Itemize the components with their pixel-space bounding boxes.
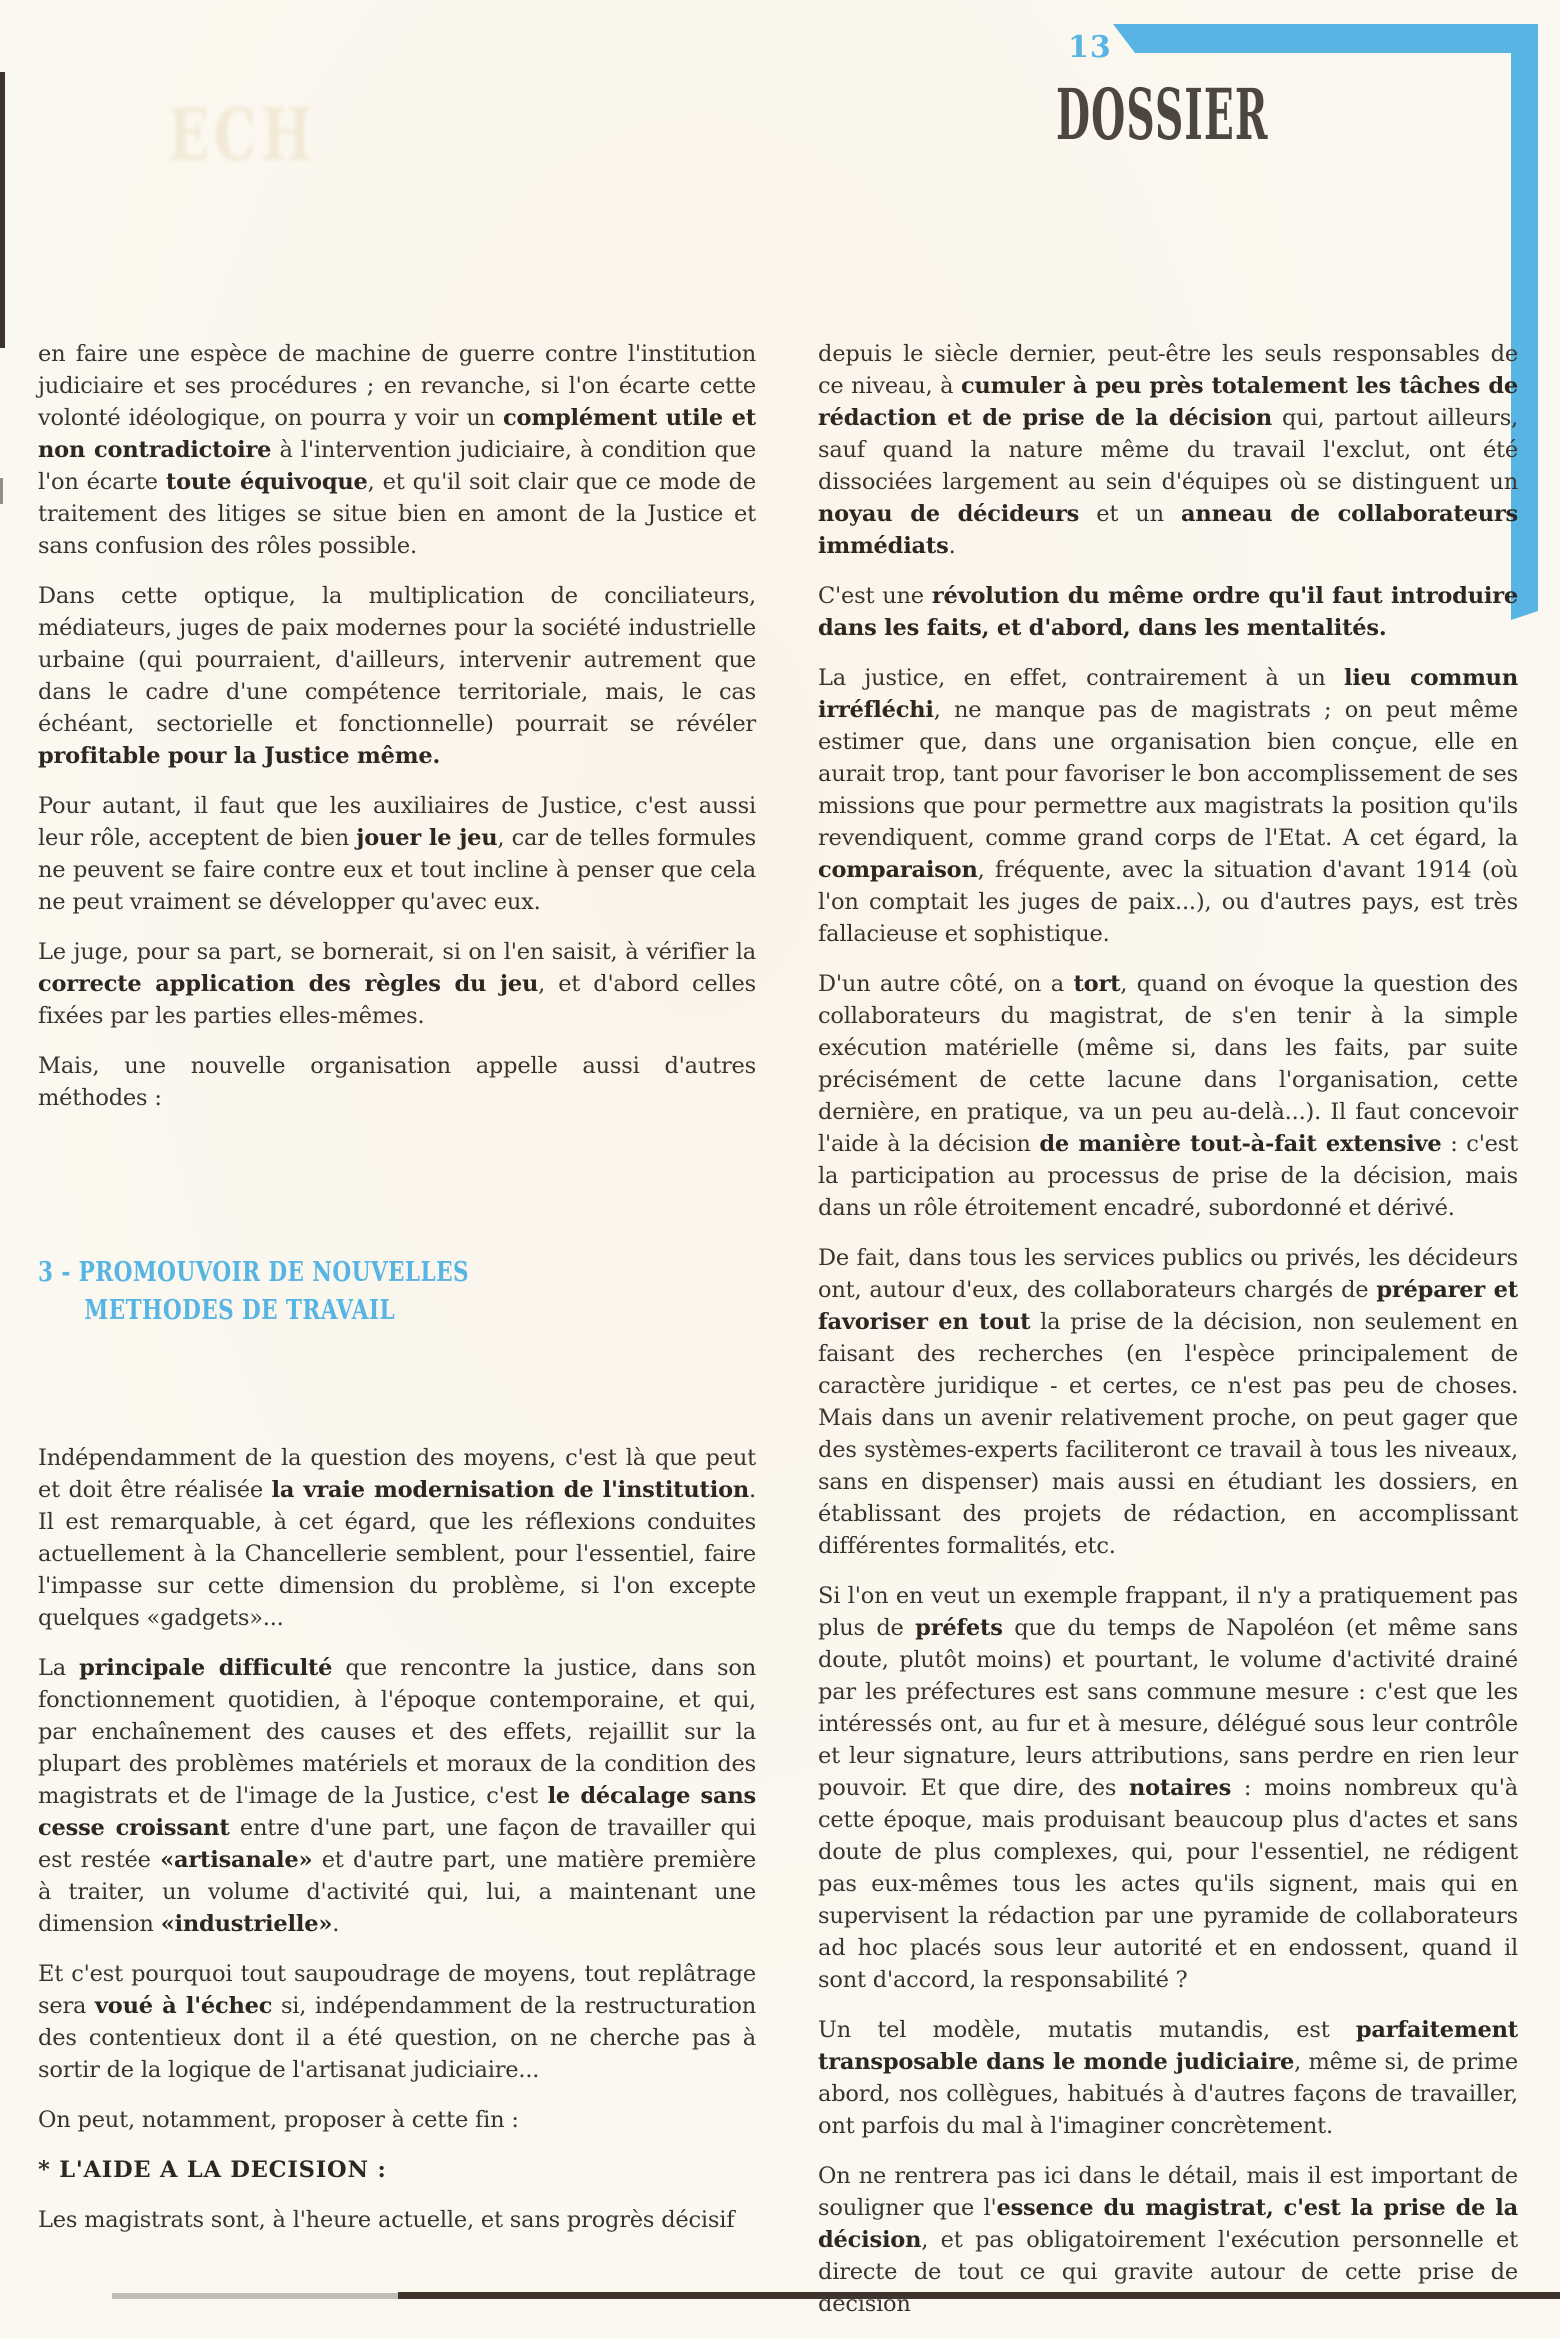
paragraph: en faire une espèce de machine de guerre contre l'institution judiciaire et ses procédures ; en revanche, si l'on écarte cette volonté idéologique, on pourra y voir un complément utile et non contradictoire à l'intervention judiciaire, à condition que l'on écarte toute équivoque, et qu'il soit clair que ce mode de traitement des litiges se situe bien en amont de la Justice et sans confusion des rôles possible. — [38, 341, 757, 559]
right-column — [818, 338, 1518, 2338]
paragraph: La justice, en effet, contrairement à un lieu commun irréfléchi, ne manque pas de magistrats ; on peut même estimer que, dans une organisation bien conçue, elle en aurait trop, tant pour favoriser le bon accomplissement de ses missions que pour permettre aux magistrats la position qu'ils revendiquent, comme grand corps de l'Etat. A cet égard, la comparaison, fréquente, avec la situation d'avant 1914 (où l'on comptait les juges de paix...), ou d'autres pays, est très fallacieuse et sophistique. — [818, 665, 1518, 947]
paragraph: Indépendamment de la question des moyens, c'est là que peut et doit être réalisée la vraie modernisation de l'institution. Il est remarquable, à cet égard, que les réflexions conduites actuellement à la Chancellerie semblent, pour l'essentiel, faire l'impasse sur cette dimension du problème, si l'on excepte quelques «gadgets»... — [38, 1445, 756, 1631]
scan-edge-left-mark-small — [0, 478, 3, 504]
section-heading-line2: METHODES DE TRAVAIL — [84, 1295, 396, 1326]
paragraph: Le juge, pour sa part, se bornerait, si on l'en saisit, à vérifier la correcte application des règles du jeu, et d'abord celles fixées par les parties elles-mêmes. — [38, 939, 757, 1029]
page-number: 13 — [1068, 30, 1112, 65]
section-title: DOSSIER — [1056, 73, 1269, 156]
paragraph: Dans cette optique, la multiplication de conciliateurs, médiateurs, juges de paix modernes pour la société industrielle urbaine (qui pourraient, d'ailleurs, intervenir autrement que dans le cadre d'une compétence territoriale, mais, le cas échéant, sectorielle et fonctionnelle) pourrait se révéler profitable pour la Justice même. — [38, 583, 756, 769]
paragraph: Pour autant, il faut que les auxiliaires de Justice, c'est aussi leur rôle, acceptent de bien jouer le jeu, car de telles formules ne peuvent se faire contre eux et tout incline à penser que cela ne peut vraiment se développer qu'avec eux. — [38, 793, 756, 915]
left-column-bottom-paragraphs — [38, 1442, 756, 2236]
paragraph: Si l'on en veut un exemple frappant, il n'y a pratiquement pas plus de préfets que du temps de Napoléon (et même sans doute, plutôt moins) et pourtant, le volume d'activité drainé par les préfectures est sans commune mesure : c'est que les intéressés ont, au fur et à mesure, délégué sous leur contrôle et leur signature, leurs attributions, sans perdre en rien leur pouvoir. Et que dire, des notaires : moins nombreux qu'à cette époque, mais produisant beaucoup plus d'actes et sans doute de plus complexes, qui, pour l'essentiel, ne rédigent pas eux-mêmes tous les actes qu'ils signent, mais qui en supervisent la rédaction par une pyramide de collaborateurs ad hoc placés sous leur autorité et en endossent, quand il sont d'accord, la responsabilité ? — [818, 1583, 1518, 1993]
left-column-top-paragraphs — [38, 338, 756, 1114]
corner-bracket-horizontal-bar — [1113, 24, 1538, 53]
paragraph: On ne rentrera pas ici dans le détail, mais il est important de souligner que l'essence du magistrat, c'est la prise de la décision, et pas obligatoirement l'exécution personnelle et directe de tout ce qui gravite autour de cette prise de décision — [818, 2163, 1518, 2317]
section-heading — [38, 1254, 612, 1330]
paragraph: On peut, notamment, proposer à cette fin : — [38, 2107, 519, 2133]
paragraph: Un tel modèle, mutatis mutandis, est parfaitement transposable dans le monde judiciaire, même si, de prime abord, nos collègues, habitués à d'autres façons de travailler, ont parfois du mal à l'imaginer concrètement. — [818, 2017, 1518, 2139]
left-column — [38, 338, 756, 2254]
paragraph: De fait, dans tous les services publics ou privés, les décideurs ont, autour d'eux, des collaborateurs chargés de préparer et favoriser en tout la prise de la décision, non seulement en faisant des recherches (en l'espèce principalement de caractère juridique - et certes, ce n'est pas peu de choses. Mais dans un avenir relativement proche, on peut gager que des systèmes-experts faciliteront ce travail à tous les niveaux, sans en dispenser) mais aussi en étudiant les dossiers, en établissant des projets de rédaction, en accomplissant différentes formalités, etc. — [818, 1245, 1518, 1559]
paragraph: depuis le siècle dernier, peut-être les seuls responsables de ce niveau, à cumuler à peu près totalement les tâches de rédaction et de prise de la décision qui, partout ailleurs, sauf quand la nature même du travail l'exclut, ont été dissociées largement au sein d'équipes où se distinguent un noyau de décideurs et un anneau de collaborateurs immédiats. — [818, 341, 1518, 559]
paragraph: D'un autre côté, on a tort, quand on évoque la question des collaborateurs du magistrat, de s'en tenir à la simple exécution matérielle (même si, dans les faits, par suite précisément de cette lacune dans l'organisation, cette dernière, en pratique, va un peu au-delà...). Il faut concevoir l'aide à la décision de manière tout-à-fait extensive : c'est la participation au processus de prise de la décision, mais dans un rôle étroitement encadré, subordonné et dérivé. — [818, 971, 1518, 1221]
sub-heading: * L'AIDE A LA DECISION : — [38, 2157, 387, 2183]
paragraph: Les magistrats sont, à l'heure actuelle, et sans progrès décisif — [38, 2207, 735, 2233]
paragraph: La principale difficulté que rencontre la justice, dans son fonctionnement quotidien, à l'époque contemporaine, et qui, par enchaînement des causes et des effets, rejaillit sur la plupart des problèmes matériels et moraux de la condition des magistrats et de l'image de la Justice, c'est le décalage sans cesse croissant entre d'une part, une façon de travailler qui est restée «artisanale» et d'autre part, une matière première à traiter, un volume d'activité qui, lui, a maintenant une dimension «industrielle». — [38, 1655, 756, 1937]
print-bleedthrough-ghost-text: ECH — [168, 92, 317, 177]
scan-edge-bottom-shadow — [112, 2293, 398, 2299]
scan-edge-left-mark — [0, 72, 5, 348]
paragraph: Mais, une nouvelle organisation appelle aussi d'autres méthodes : — [38, 1053, 756, 1111]
section-heading-line1: 3 - PROMOUVOIR DE NOUVELLES — [38, 1257, 469, 1288]
paragraph: Et c'est pourquoi tout saupoudrage de moyens, tout replâtrage sera voué à l'échec si, indépendamment de la restructuration des contentieux dont il a été question, on ne cherche pas à sortir de la logique de l'artisanat judiciaire... — [38, 1961, 756, 2083]
paragraph: C'est une révolution du même ordre qu'il faut introduire dans les faits, et d'abord, dans les mentalités. — [818, 583, 1518, 641]
